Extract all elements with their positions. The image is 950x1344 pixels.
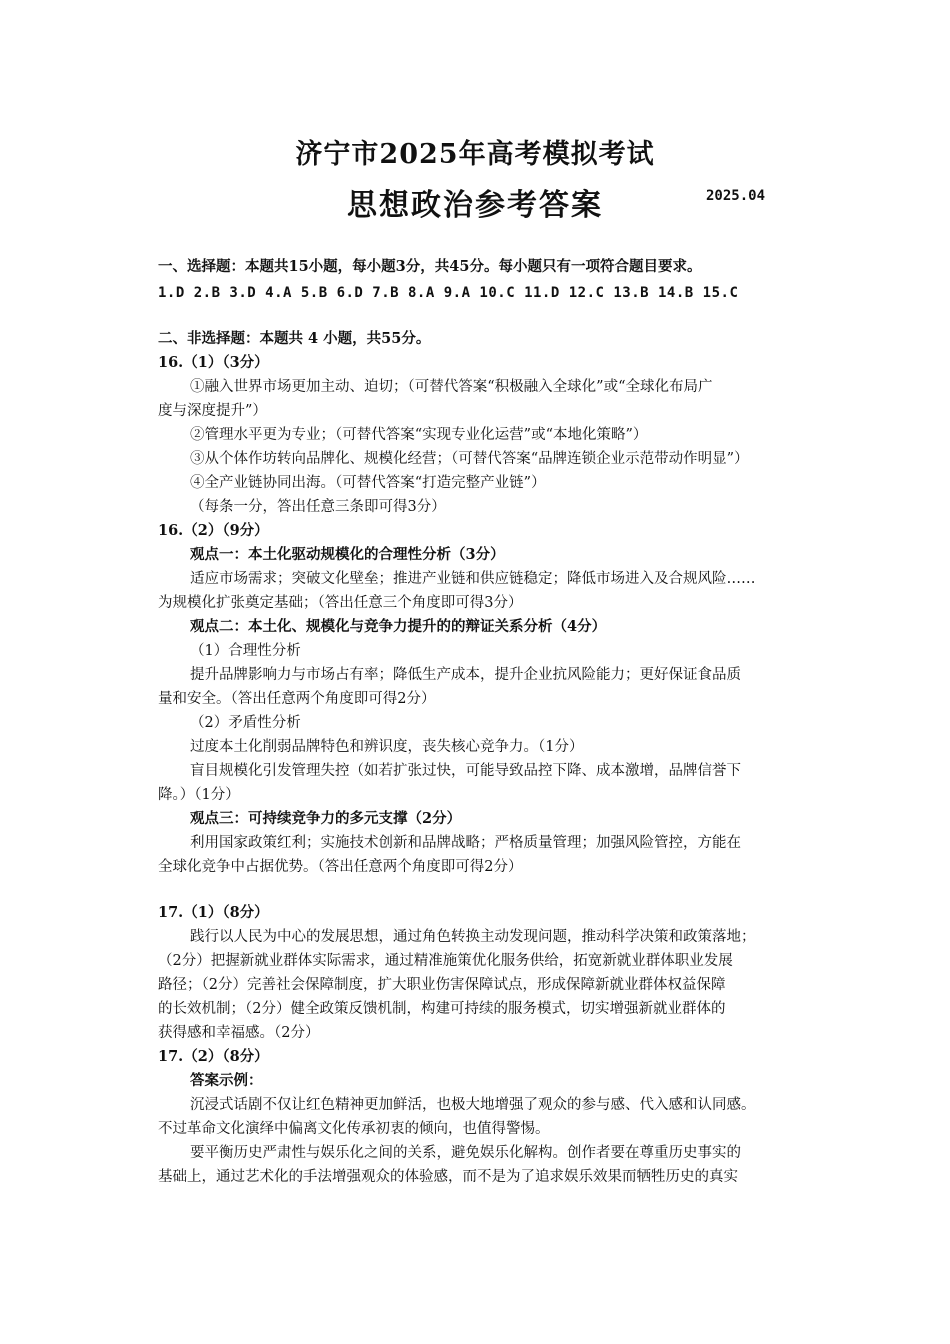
q17-2-line: 要平衡历史严肃性与娱乐化之间的关系，避免娱乐化解构。创作者要在尊重历史事实的 xyxy=(190,1145,741,1161)
q16-2-line: 提升品牌影响力与市场占有率；降低生产成本，提升企业抗风险能力；更好保证食品质 xyxy=(190,667,741,683)
q16-1-line: ③从个体作坊转向品牌化、规模化经营；（可替代答案“品牌连锁企业示范带动作明显”） xyxy=(190,451,749,467)
answer-key-title: 思想政治参考答案 xyxy=(347,188,603,223)
q16-1-line: ④全产业链协同出海。（可替代答案“打造完整产业链”） xyxy=(190,475,546,491)
q16-2-line: 适应市场需求；突破文化壁垒；推进产业链和供应链稳定；降低市场进入及合规风险…… xyxy=(190,571,756,587)
q17-1-line: 践行以人民为中心的发展思想，通过角色转换主动发现问题，推动科学决策和政策落地； xyxy=(190,929,756,945)
q16-2-view1: 观点一：本土化驱动规模化的合理性分析（3分） xyxy=(190,546,505,563)
q16-2-line: 降。）（1分） xyxy=(158,787,240,803)
q16-2-line: 过度本土化削弱品牌特色和辨识度，丧失核心竞争力。（1分） xyxy=(190,739,584,755)
exam-title: 济宁市2025年高考模拟考试 xyxy=(295,139,655,170)
q17-1-line: 路径；（2分）完善社会保障制度，扩大职业伤害保障试点，形成保障新就业群体权益保障 xyxy=(158,977,726,993)
choice-answers: 1.D 2.B 3.D 4.A 5.B 6.D 7.B 8.A 9.A 10.C 11.D 12.C 13.B 14.B 15.C xyxy=(158,285,739,301)
q17-2-label: 17.（2）（8分） xyxy=(158,1048,269,1065)
q16-2-subheading: （2）矛盾性分析 xyxy=(190,715,301,731)
q16-1-line: ②管理水平更为专业；（可替代答案“实现专业化运营”或“本地化策略”） xyxy=(190,427,648,443)
q16-2-view2: 观点二：本土化、规模化与竞争力提升的的辩证关系分析（4分） xyxy=(190,618,607,635)
q16-2-label: 16.（2）（9分） xyxy=(158,522,269,539)
q16-2-line: 盲目规模化引发管理失控（如若扩张过快，可能导致品控下降、成本激增，品牌信誉下 xyxy=(190,763,741,779)
q16-1-label: 16.（1）（3分） xyxy=(158,354,269,371)
q16-1-line: 度与深度提升”） xyxy=(158,403,267,419)
q17-2-line: 沉浸式话剧不仅让红色精神更加鲜活，也极大地增强了观众的参与感、代入感和认同感。 xyxy=(190,1097,756,1113)
q16-1-line: ①融入世界市场更加主动、迫切；（可替代答案“积极融入全球化”或“全球化布局广 xyxy=(190,379,713,395)
q16-2-view3: 观点三：可持续竞争力的多元支撑（2分） xyxy=(190,810,462,827)
q16-2-line: 利用国家政策红利；实施技术创新和品牌战略；严格质量管理；加强风险管控，方能在 xyxy=(190,835,741,851)
q16-2-line: 量和安全。（答出任意两个角度即可得2分） xyxy=(158,691,436,707)
q16-2-subheading: （1）合理性分析 xyxy=(190,643,301,659)
q17-1-line: 的长效机制；（2分）健全政策反馈机制，构建可持续的服务模式，切实增强新就业群体的 xyxy=(158,1001,726,1017)
q17-1-line: 获得感和幸福感。（2分） xyxy=(158,1025,320,1041)
q17-2-example-heading: 答案示例： xyxy=(190,1072,263,1089)
q16-2-line: 为规模化扩张奠定基础；（答出任意三个角度即可得3分） xyxy=(158,595,523,611)
q17-1-line: （2分）把握新就业群体实际需求，通过精准施策优化服务供给，拓宽新就业群体职业发展 xyxy=(158,953,733,969)
exam-date: 2025.04 xyxy=(706,188,766,204)
q16-1-scoring: （每条一分，答出任意三条即可得3分） xyxy=(190,499,446,515)
section1-heading: 一、选择题：本题共15小题，每小题3分，共45分。每小题只有一项符合题目要求。 xyxy=(158,258,702,275)
q16-2-line: 全球化竞争中占据优势。（答出任意两个角度即可得2分） xyxy=(158,859,523,875)
q17-2-line: 不过革命文化演绎中偏离文化传承初衷的倾向，也值得警惕。 xyxy=(158,1121,550,1137)
q17-1-label: 17.（1）（8分） xyxy=(158,904,269,921)
q17-2-line: 基础上，通过艺术化的手法增强观众的体验感，而不是为了追求娱乐效果而牺牲历史的真实 xyxy=(158,1169,738,1185)
section2-heading: 二、非选择题：本题共 4 小题，共55分。 xyxy=(158,330,431,347)
